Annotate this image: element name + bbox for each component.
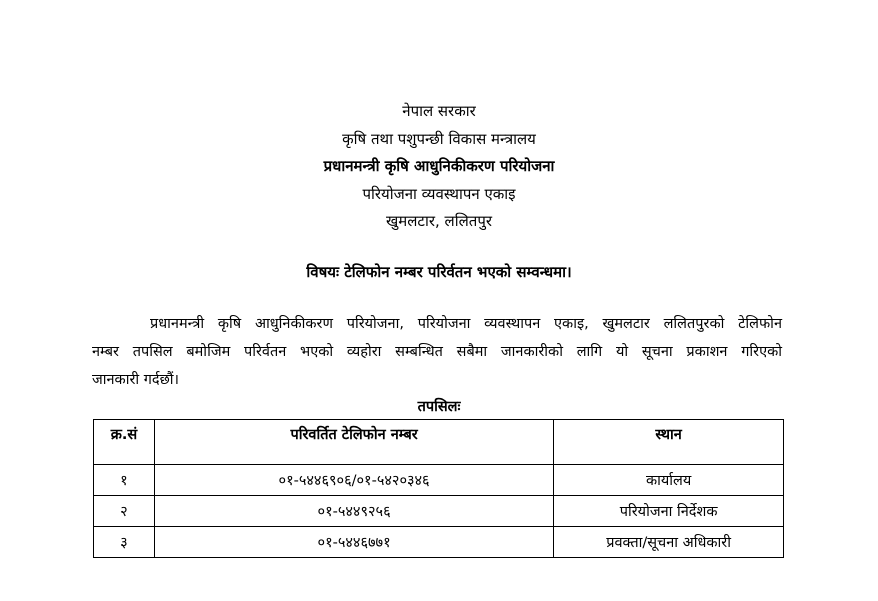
serial-cell: १ <box>94 465 155 496</box>
office-address: खुमलटार, ललितपुर <box>386 212 492 230</box>
notice-body-line-2: नम्बर तपसिल बमोजिम परिर्वतन भएको व्यहोरा सम्बन्धित सबैमा जानकारीको लागि यो सूचना प्रकाशन गरिएको <box>92 344 782 360</box>
header-location: स्थान <box>554 420 784 465</box>
serial-cell: २ <box>94 496 155 527</box>
table-row <box>94 527 784 558</box>
table-row <box>94 465 784 496</box>
table-row <box>94 496 784 527</box>
table-header-row <box>94 420 784 465</box>
telephone-cell: ०१-५४४६९०६/०१-५४२०३४६ <box>154 465 553 496</box>
unit-name: परियोजना व्यवस्थापन एकाइ <box>362 185 516 203</box>
telephone-cell: ०१-५४४६७७१ <box>154 527 553 558</box>
table-title: तपसिलः <box>417 399 461 415</box>
subject-line: विषयः टेलिफोन नम्बर परिर्वतन भएको सम्वन्धमा। <box>306 263 572 281</box>
header-serial: क्र.सं <box>94 420 155 465</box>
telephone-table <box>93 419 784 558</box>
serial-cell: ३ <box>94 527 155 558</box>
notice-body-line-3: जानकारी गर्दछौं। <box>92 372 180 388</box>
project-name: प्रधानमन्त्री कृषि आधुनिकीकरण परियोजना <box>323 157 555 175</box>
notice-body-line-1: प्रधानमन्त्री कृषि आधुनिकीकरण परियोजना, परियोजना व्यवस्थापन एकाइ, खुमलटार ललितपुरको टेलिफोन <box>150 316 782 332</box>
telephone-cell: ०१-५४४९२५६ <box>154 496 553 527</box>
header-telephone: परिवर्तित टेलिफोन नम्बर <box>154 420 553 465</box>
location-cell: परियोजना निर्देशक <box>554 496 784 527</box>
location-cell: कार्यालय <box>554 465 784 496</box>
government-name: नेपाल सरकार <box>402 102 476 120</box>
notice-body <box>92 310 782 394</box>
location-cell: प्रवक्ता/सूचना अधिकारी <box>554 527 784 558</box>
ministry-name: कृषि तथा पशुपन्छी विकास मन्त्रालय <box>342 130 536 148</box>
